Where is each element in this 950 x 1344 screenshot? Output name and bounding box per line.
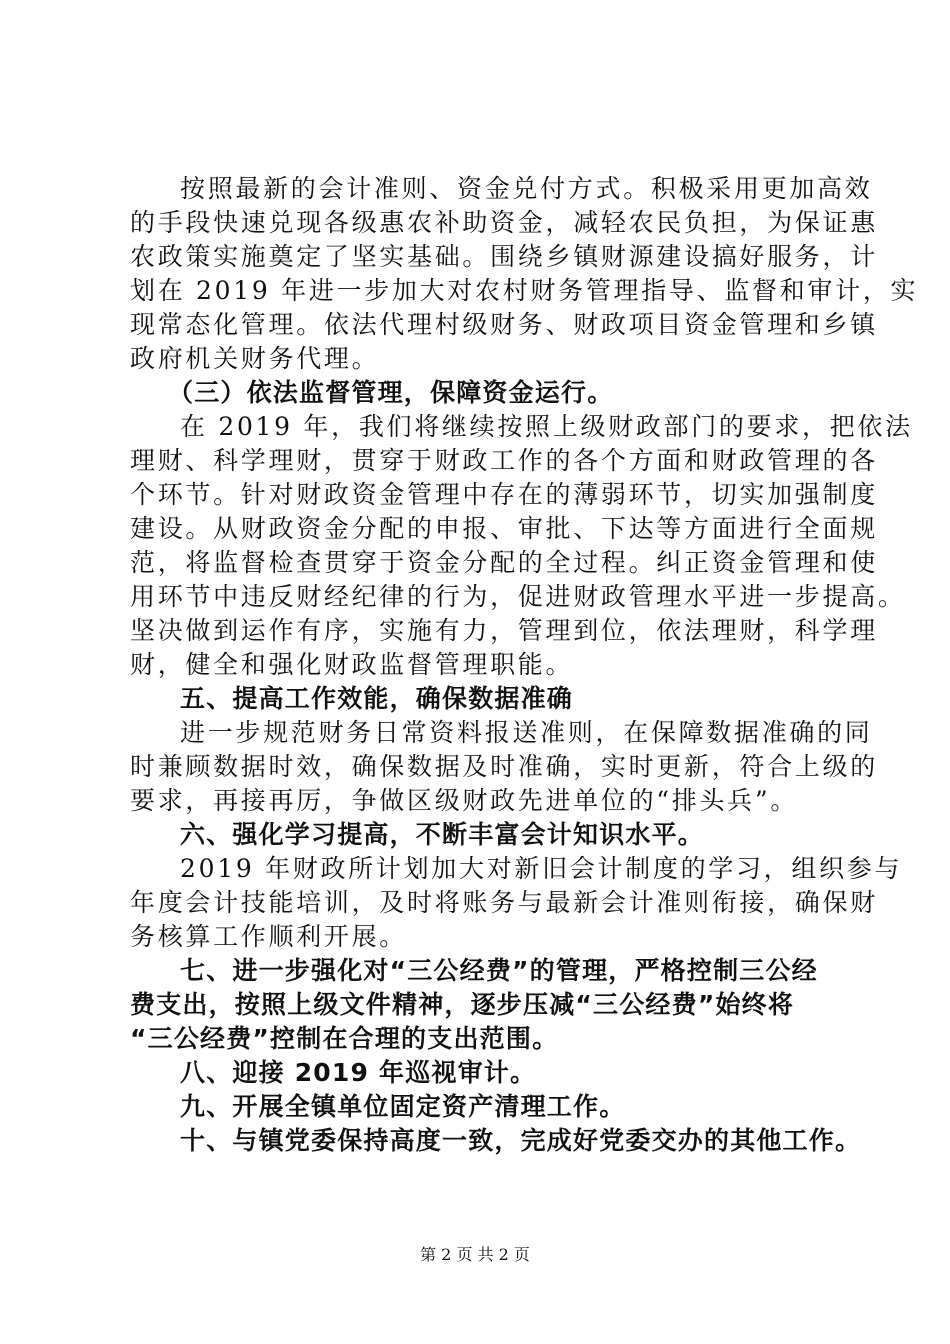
paragraph-line: 范，将监督检查贯穿于资金分配的全过程。纠正资金管理和使 [130,548,878,577]
paragraph-line: 用环节中违反财经纪律的行为，促进财政管理水平进一步提高。 [130,582,906,611]
paragraph-line: 政府机关财务代理。 [130,344,380,373]
paragraph-line: 个环节。针对财政资金管理中存在的薄弱环节，切实加强制度 [130,480,878,509]
paragraph-line: 坚决做到运作有序，实施有力，管理到位，依法理财，科学理 [130,616,878,645]
section-heading: 五、提高工作效能，确保数据准确 [180,684,574,713]
paragraph-line: 理财、科学理财，贯穿于财政工作的各个方面和财政管理的各 [130,446,878,475]
paragraph-line: 要求，再接再厉，争做区级财政先进单位的“排头兵”。 [130,786,799,815]
section-heading: 八、迎接 2019 年巡视审计。 [180,1058,537,1087]
page-footer: 第 2 页 共 2 页 [420,1245,530,1264]
section-heading: “三公经费”控制在合理的支出范围。 [130,1024,559,1053]
paragraph-line: 2019 年财政所计划加大对新旧会计制度的学习，组织参与 [180,854,903,883]
section-heading: 七、进一步强化对“三公经费”的管理，严格控制三公经 [180,956,818,985]
section-heading: 九、开展全镇单位固定资产清理工作。 [180,1092,626,1121]
paragraph-line: 划在 2019 年进一步加大对农村财务管理指导、监督和审计，实 [130,276,919,305]
paragraph-line: 财，健全和强化财政监督管理职能。 [130,650,574,679]
section-heading: 十、与镇党委保持高度一致，完成好党委交办的其他工作。 [180,1126,862,1155]
paragraph-line: 年度会计技能培训，及时将账务与最新会计准则衔接，确保财 [130,888,878,917]
paragraph-line: 现常态化管理。依法代理村级财务、财政项目资金管理和乡镇 [130,310,878,339]
paragraph-line: 的手段快速兑现各级惠农补助资金，减轻农民负担，为保证惠 [130,208,878,237]
paragraph-line: 建设。从财政资金分配的申报、审批、下达等方面进行全面规 [130,514,878,543]
paragraph-line: 进一步规范财务日常资料报送准则，在保障数据准确的同 [180,718,873,747]
paragraph-line: 务核算工作顺利开展。 [130,922,408,951]
section-heading: 六、强化学习提高，不断丰富会计知识水平。 [180,820,705,849]
paragraph-line: 时兼顾数据时效，确保数据及时准确，实时更新，符合上级的 [130,752,878,781]
paragraph-line: 按照最新的会计准则、资金兑付方式。积极采用更加高效 [180,174,873,203]
paragraph-line: 在 2019 年，我们将继续按照上级财政部门的要求，把依法 [180,412,913,441]
section-heading: （三）依法监督管理，保障资金运行。 [168,378,614,407]
paragraph-line: 农政策实施奠定了坚实基础。围绕乡镇财源建设搞好服务，计 [130,242,878,271]
section-heading: 费支出，按照上级文件精神，逐步压减“三公经费”始终将 [130,990,795,1019]
